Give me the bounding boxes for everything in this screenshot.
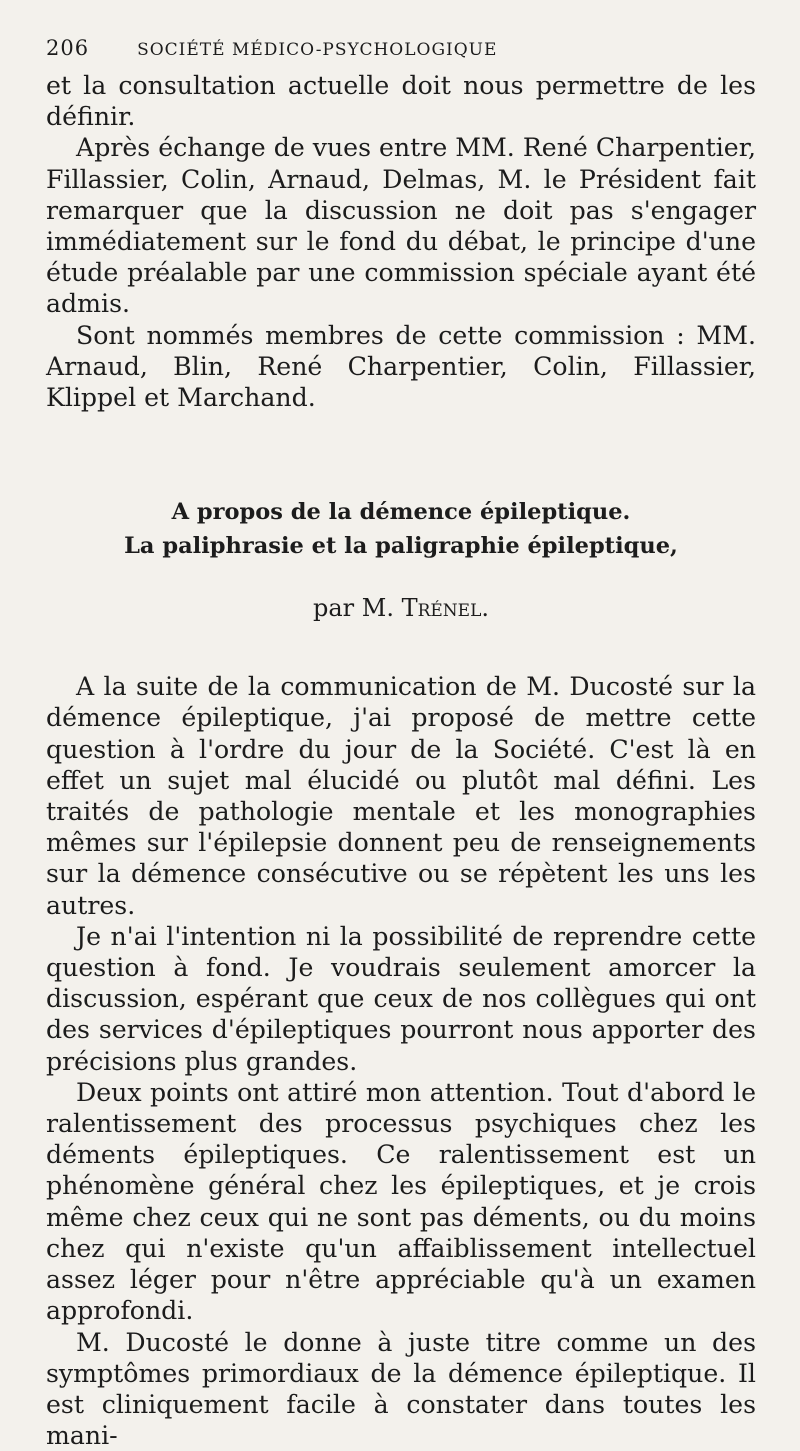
paragraph-continuation: et la consultation actuelle doit nous permettre de les définir. [46,70,756,132]
article-title-line-2: La paliphrasie et la paligraphie épileptique, [46,529,756,563]
article-title-line-1: A propos de la démence épileptique. [46,495,756,529]
section-gap [46,413,756,495]
paragraph-discussion: Après échange de vues entre MM. René Charpentier, Fillassier, Colin, Arnaud, Delmas, M. le Président fait remarquer que la discussion ne doit pas s'engager immédiatement sur le fond du débat, le principe d'une étude préalable par une commission spéciale ayant été admis. [46,132,756,319]
paragraph-intro: A la suite de la communication de M. Ducosté sur la démence épileptique, j'ai proposé de mettre cette question à l'ordre du jour de la Société. C'est là en effet un sujet mal élucidé ou plutôt mal défini. Les traités de pathologie mentale et les monographies mêmes sur l'épilepsie donnent peu de renseignements sur la démence consécutive ou se répètent les uns les autres. [46,671,756,921]
paragraph-two-points: Deux points ont attiré mon attention. Tout d'abord le ralentissement des processus psychiques chez les déments épileptiques. Ce ralentissement est un phénomène général chez les épileptiques, et je crois même chez ceux qui ne sont pas déments, ou du moins chez qui n'existe qu'un affaiblissement intellectuel assez léger pour n'être appréciable qu'à un examen approfondi. [46,1077,756,1327]
paragraph-commission: Sont nommés membres de cette commission : MM. Arnaud, Blin, René Charpentier, Colin, Fillassier, Klippel et Marchand. [46,320,756,414]
running-head [46,36,756,70]
title-gap [46,563,756,593]
running-title: SOCIÉTÉ MÉDICO-PSYCHOLOGIQUE [137,40,497,60]
byline-gap [46,623,756,671]
paragraph-ducoste: M. Ducosté le donne à juste titre comme un des symptômes primordiaux de la démence épileptique. Il est cliniquement facile à constater dans toutes les mani- [46,1327,756,1451]
article-byline [46,593,756,623]
page-number: 206 [46,36,89,60]
paragraph-intention: Je n'ai l'intention ni la possibilité de reprendre cette question à fond. Je voudrais seulement amorcer la discussion, espérant que ceux de nos collègues qui ont des services d'épileptiques pourront nous apporter des précisions plus grandes. [46,921,756,1077]
byline-author: Trénel. [402,594,489,622]
byline-prefix: par M. [313,594,394,622]
